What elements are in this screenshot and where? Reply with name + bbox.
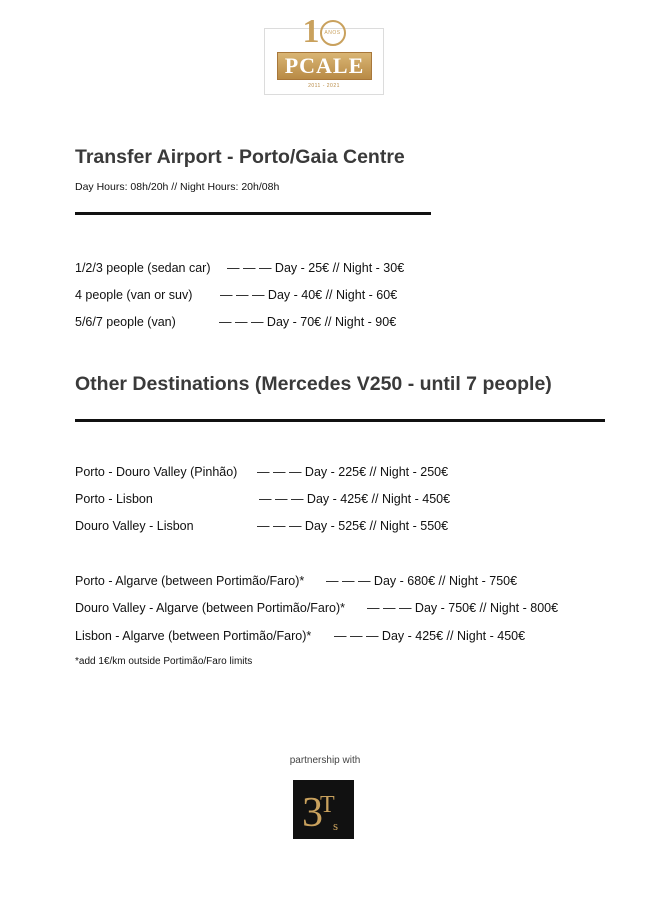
- row-label: Douro Valley - Algarve (between Portimão/Faro)*: [75, 601, 346, 615]
- row-label: Porto - Algarve (between Portimão/Faro)*: [75, 574, 305, 588]
- row-label: Porto - Douro Valley (Pinhão): [75, 465, 238, 479]
- row-price: — — — Day - 225€ // Night - 250€: [257, 465, 449, 479]
- row-label: Douro Valley - Lisbon: [75, 519, 194, 533]
- anniversary-badge: [265, 15, 383, 49]
- pcale-logo: [264, 13, 384, 95]
- logo-years: 2011 - 2021: [308, 83, 340, 89]
- partner-logo-s: s: [333, 818, 339, 833]
- surcharge-note: *add 1€/km outside Portimão/Faro limits: [75, 656, 253, 667]
- row-price: — — — Day - 680€ // Night - 750€: [326, 574, 518, 588]
- section-divider: [75, 419, 605, 422]
- row-label: 4 people (van or suv): [75, 288, 193, 302]
- row-price: — — — Day - 425€ // Night - 450€: [259, 492, 451, 506]
- row-price: — — — Day - 525€ // Night - 550€: [257, 519, 449, 533]
- section-title-destinations: Other Destinations (Mercedes V250 - until 7 people): [75, 373, 552, 395]
- partner-logo-3: 3: [302, 790, 323, 836]
- row-label: 5/6/7 people (van): [75, 315, 176, 329]
- partner-logo-t: T: [320, 792, 335, 818]
- row-label: Lisbon - Algarve (between Portimão/Faro)*: [75, 629, 312, 643]
- row-price: — — — Day - 40€ // Night - 60€: [220, 288, 398, 302]
- partner-logo: [293, 780, 354, 839]
- row-price: — — — Day - 425€ // Night - 450€: [334, 629, 526, 643]
- partnership-label: partnership with: [289, 755, 361, 766]
- row-price: — — — Day - 70€ // Night - 90€: [219, 315, 397, 329]
- row-label: 1/2/3 people (sedan car): [75, 261, 211, 275]
- hours-text: Day Hours: 08h/20h // Night Hours: 20h/08h: [75, 181, 280, 193]
- row-price: — — — Day - 25€ // Night - 30€: [227, 261, 405, 275]
- section-divider: [75, 212, 431, 215]
- anniversary-ring: ANOS: [320, 20, 346, 46]
- row-label: Porto - Lisbon: [75, 492, 153, 506]
- logo-text: PCALE: [284, 53, 365, 78]
- partner-logo-mark: [293, 780, 354, 839]
- logo-plate: [277, 52, 372, 80]
- anniversary-number: 1: [302, 13, 319, 50]
- row-price: — — — Day - 750€ // Night - 800€: [367, 601, 559, 615]
- section-title-transfer: Transfer Airport - Porto/Gaia Centre: [75, 146, 405, 168]
